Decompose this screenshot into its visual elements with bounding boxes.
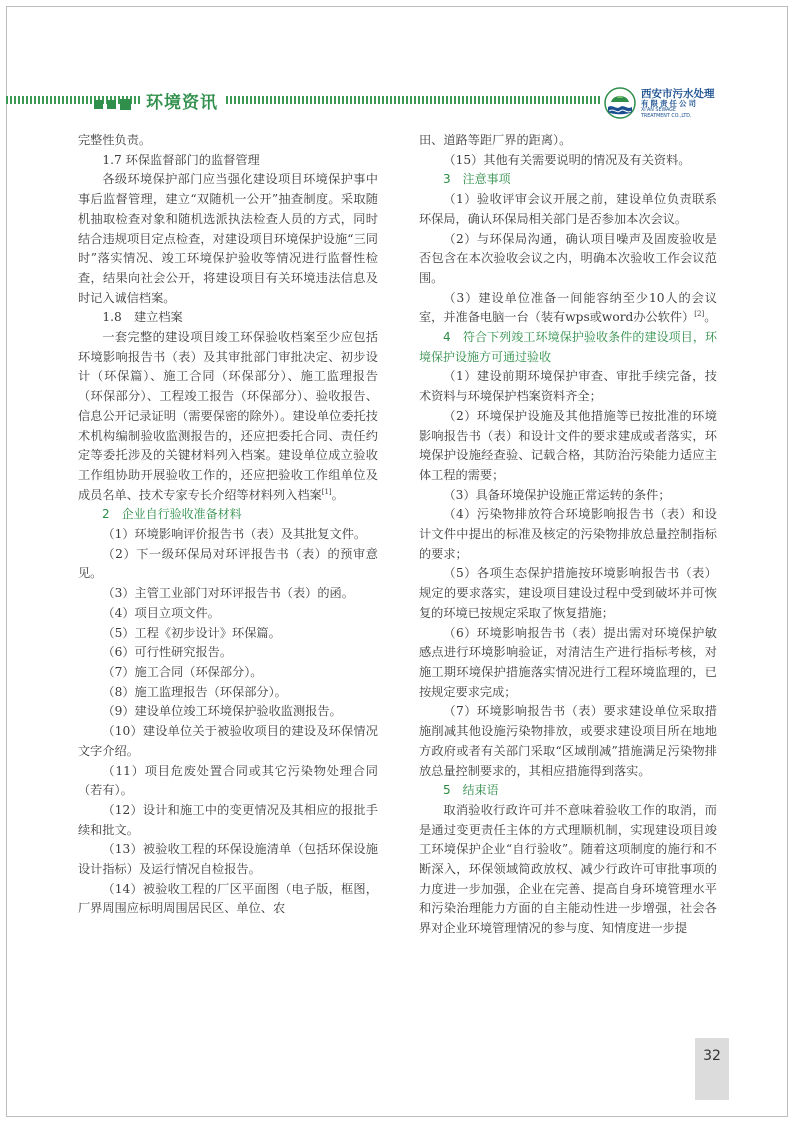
paragraph <box>78 880 378 919</box>
paragraph-text: 5 结束语 <box>443 783 499 798</box>
section-heading <box>419 328 717 367</box>
paragraph <box>78 624 378 644</box>
paragraph-text: （7）施工合同（环保部分）。 <box>102 664 263 679</box>
paragraph-text: （6）环境影响报告书（表）提出需对环境保护敏感点进行环境影响验证，对清洁生产进行指标考核，对施工期环境保护措施落实情况进行工程环境监理的，已按规定要求完成； <box>419 625 717 699</box>
paragraph <box>78 702 378 722</box>
paragraph <box>78 801 378 840</box>
paragraph-text: （5）工程《初步设计》环保篇。 <box>102 625 281 640</box>
paragraph <box>419 131 717 151</box>
paragraph <box>419 289 717 328</box>
paragraph <box>419 486 717 506</box>
paragraph <box>419 151 717 171</box>
section-heading <box>78 505 378 525</box>
paragraph <box>78 840 378 879</box>
paragraph <box>78 525 378 545</box>
paragraph <box>78 643 378 663</box>
paragraph <box>78 663 378 683</box>
paragraph-text: 田、道路等距厂界的距离）。 <box>419 133 572 147</box>
paragraph <box>419 407 717 486</box>
paragraph <box>78 170 378 308</box>
paragraph-text: （2）环境保护设施及其他措施等已按批准的环境影响报告书（表）和设计文件的要求建成或者落实，环境保护设施经查验、记载合格，其防治污染能力适应主体工程的需要； <box>419 408 717 482</box>
paragraph-text: （1）环境影响评价报告书（表）及其批复文件。 <box>102 527 367 542</box>
paragraph <box>78 545 378 584</box>
page-number: 32 <box>703 1048 721 1064</box>
paragraph <box>419 190 717 229</box>
paragraph-text: （4）污染物排放符合环境影响报告书（表）和设计文件中提出的标准及核定的污染物排放总量控制指标的要求； <box>419 507 717 561</box>
paragraph-tail: 。 <box>704 310 717 325</box>
citation-ref: [1] <box>321 487 332 496</box>
company-logo <box>603 84 713 124</box>
paragraph-text: （15）其他有关需要说明的情况及有关资料。 <box>443 152 691 167</box>
paragraph <box>419 624 717 703</box>
paragraph-text: （9）建设单位竣工环境保护验收监测报告。 <box>102 704 342 719</box>
paragraph-text: （1）验收评审会议开展之前，建设单位负责联系环保局，确认环保局相关部门是否参加本次会议。 <box>419 192 717 226</box>
paragraph-text: （11）项目危废处置合同或其它污染物处理合同（若有）。 <box>78 763 378 798</box>
paragraph-text: 1.7 环保监督部门的监督管理 <box>102 152 260 167</box>
section-heading <box>419 170 717 190</box>
paragraph <box>419 564 717 623</box>
paragraph-text: （8）施工监理报告（环保部分）。 <box>102 684 287 699</box>
paragraph <box>419 801 717 939</box>
paragraph-text: 各级环境保护部门应当强化建设项目环境保护事中事后监督管理，建立“双随机一公开”抽查制度。采取随机抽取检查对象和随机选派执法检查人员的方式，同时结合违规项目定点检查，对建设项目环境保护设施“三同时”落实情况、竣工环境保护验收等情况进行监督性检查，结果向社会公开，将建设项目有关环境违法信息及时记入诚信档案。 <box>78 172 378 305</box>
paragraph-text: 4 符合下列竣工环境保护验收条件的建设项目，环境保护设施方可通过验收 <box>419 330 717 364</box>
paragraph-text: （10）建设单位关于被验收项目的建设及环保情况文字介绍。 <box>78 724 378 758</box>
logo-name-en <box>641 108 692 119</box>
paragraph <box>78 151 378 171</box>
header-squares <box>94 94 135 113</box>
paragraph <box>419 702 717 781</box>
company-logo-icon <box>603 86 637 120</box>
paragraph <box>419 230 717 289</box>
paragraph-text: （4）项目立项文件。 <box>102 605 220 620</box>
paragraph <box>419 367 717 406</box>
paragraph-text: （7）环境影响报告书（表）要求建设单位采取措施削减其他设施污染物排放，或要求建设项目所在地地方政府或者有关部门采取“区域削减”措施满足污染物排放总量控制要求的，其相应措施得到落实。 <box>419 704 717 778</box>
logo-name-cn: 西安市污水处理 <box>641 88 715 100</box>
paragraph-text: 一套完整的建设项目竣工环保验收档案至少应包括环境影响报告书（表）及其审批部门审批决定、初步设计（环保篇）、施工合同（环保部分）、施工监理报告（环保部分）、工程竣工报告（环保部分）、验收报告、信息公开记录证明（需要保密的除外）。建设单位委托技术机构编制验收监测报告的，还应把委托合同、责任约定等委托涉及的关键材料列入档案。建设单位成立验收工作组协助开展验收工作的，还应把验收工作组单位及成员名单、技术专家专长介绍等材料列入档案 <box>78 330 378 502</box>
paragraph <box>78 722 378 761</box>
right-column <box>419 131 717 939</box>
paragraph <box>78 308 378 328</box>
paragraph-text: 3 注意事项 <box>443 172 511 187</box>
paragraph-text: （5）各项生态保护措施按环境影响报告书（表）规定的要求落实，建设项目建设过程中受到破坏并可恢复的环境已按规定采取了恢复措施； <box>419 566 717 620</box>
paragraph <box>78 328 378 505</box>
paragraph-text: （13）被验收工程的环保设施清单（包括环保设施设计指标）及运行情况自检报告。 <box>78 842 378 877</box>
paragraph-text: 1.8 建立档案 <box>102 310 183 325</box>
paragraph-text: （6）可行性研究报告。 <box>102 645 233 660</box>
paragraph <box>78 683 378 703</box>
logo-sub-cn: 有限责任公司 <box>641 99 698 108</box>
page-number-tab <box>695 1038 729 1100</box>
paragraph-text: （3）具备环境保护设施正常运转的条件； <box>443 487 671 502</box>
paragraph-text: （2）下一级环保局对环评报告书（表）的预审意见。 <box>78 546 378 581</box>
section-heading <box>419 781 717 801</box>
paragraph <box>78 131 378 151</box>
paragraph-tail: 。 <box>331 487 344 502</box>
citation-ref: [2] <box>694 310 705 319</box>
paragraph-text: 完整性负责。 <box>78 133 152 147</box>
logo-name-en-line1: XI'AN SEWAGE <box>641 108 676 113</box>
logo-name-en-line2: TREATMENT CO.,LTD. <box>641 113 692 119</box>
paragraph-text: （1）建设前期环境保护审查、审批手续完备，技术资料与环境保护档案资料齐全； <box>419 369 717 404</box>
left-column <box>78 131 378 919</box>
paragraph-text: 2 企业自行验收准备材料 <box>102 507 242 522</box>
paragraph-text: （14）被验收工程的厂区平面图（电子版，框图，厂界周围应标明周围居民区、单位、农 <box>78 881 378 916</box>
paragraph <box>78 584 378 604</box>
paragraph-text: （2）与环保局沟通，确认项目噪声及固废验收是否包含在本次验收会议之内，明确本次验收工作会议范围。 <box>419 231 717 285</box>
paragraph-text: （3）建设单位准备一间能容纳至少10人的会议室，并准备电脑一台（装有wps或word办公软件） <box>419 290 717 325</box>
paragraph-text: （12）设计和施工中的变更情况及其相应的报批手续和批文。 <box>78 802 378 837</box>
paragraph-text: （3）主管工业部门对环评报告书（表）的函。 <box>102 586 354 601</box>
paragraph <box>78 762 378 801</box>
paragraph <box>78 604 378 624</box>
section-title: 环境资讯 <box>140 88 224 113</box>
paragraph-text: 取消验收行政许可并不意味着验收工作的取消，而是通过变更责任主体的方式理顺机制，实现建设项目竣工环境保护企业“自行验收”。随着这项制度的施行和不断深入，环保领域简政放权、减少行政许可审批事项的力度进一步加强，企业在完善、提高自身环境管理水平和污染治理能力方面的自主能动性进一步增强，社会各界对企业环境管理情况的参与度、知情度进一步提 <box>419 802 717 936</box>
paragraph <box>419 505 717 564</box>
